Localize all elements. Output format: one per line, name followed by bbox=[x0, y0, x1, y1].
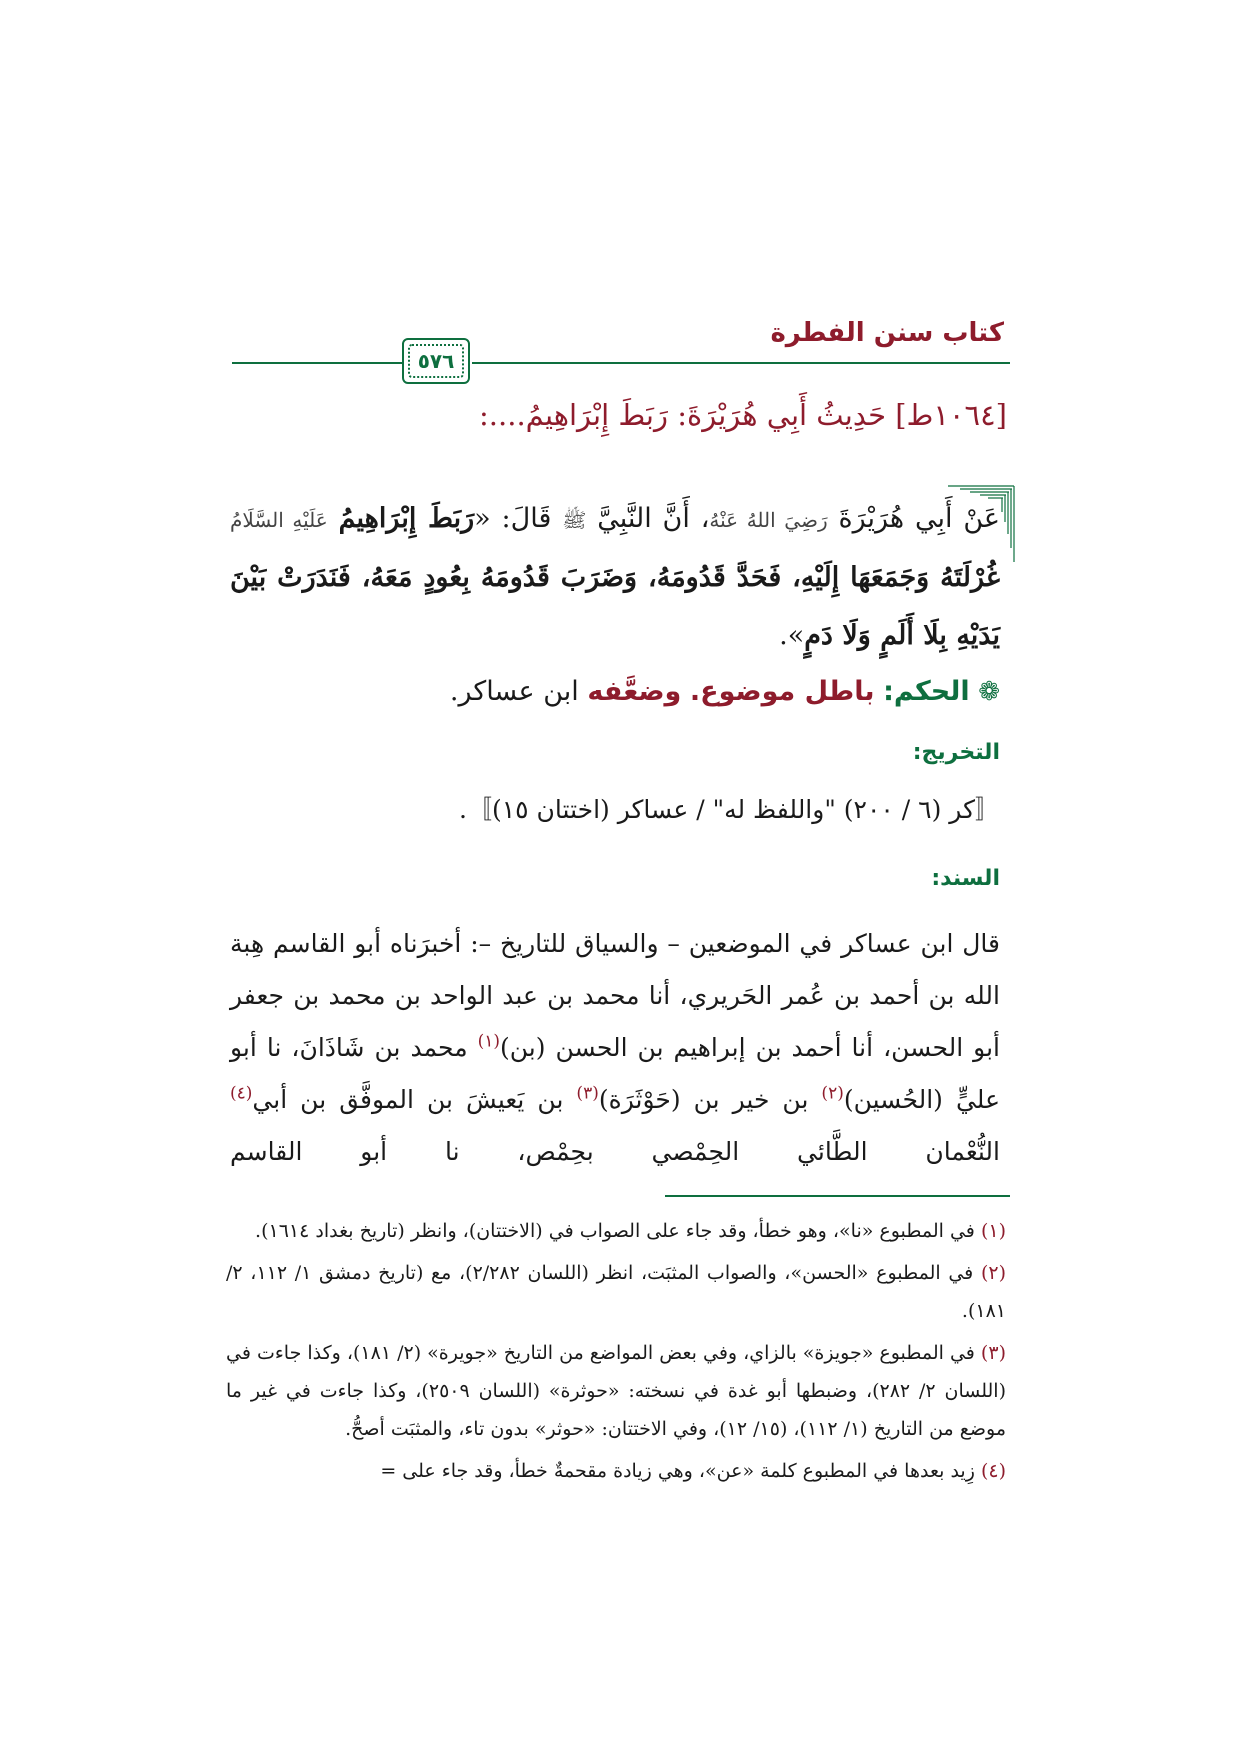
ruling-weakened-label: وضعَّفه bbox=[587, 676, 682, 707]
footnote-ref-3[interactable]: (٣) bbox=[576, 1083, 599, 1104]
footnote-ref-1[interactable]: (١) bbox=[477, 1031, 501, 1052]
takhrij-text: 〚كر (٦ / ٢٠٠) "واللفظ له" / عساكر (اختتان ١٥)〛. bbox=[459, 795, 1000, 824]
hadith-intro: عَنْ أَبِي هُرَيْرَةَ bbox=[838, 503, 1000, 534]
hadith-matn: غُرْلَتَهُ وَجَمَعَهَا إِلَيْهِ، فَحَدَّ قَدُومَهُ، وَضَرَبَ قَدُومَهُ بِعُودٍ مَعَهُ، فَنَدَرَتْ بَيْنَ يَدَيْهِ بِلَا أَلَمٍ وَلَا دَمٍ bbox=[230, 562, 1000, 651]
sanad-part-3: بن خير بن (حَوْثَرَة) bbox=[598, 1085, 822, 1114]
page-number-badge bbox=[402, 338, 470, 384]
footnote-ref-4[interactable]: (٤) bbox=[230, 1083, 253, 1104]
footnote-number: (٤) bbox=[980, 1460, 1006, 1482]
footnote-text: في المطبوع «الحسن»، والصواب المثبَت، انظر (اللسان ٢/٢٨٢)، مع (تاريخ دمشق ١/ ١١٢، ٢/ ١٨١). bbox=[226, 1262, 1006, 1322]
hadith-text bbox=[230, 490, 1000, 665]
hadith-heading: [١٠٦٤ط] حَدِيثُ أَبِي هُرَيْرَةَ: رَبَطَ إِبْرَاهِيمُ....: bbox=[479, 398, 1007, 432]
header-rule-right bbox=[472, 362, 1010, 364]
book-title: كتاب سنن الفطرة bbox=[770, 318, 1004, 348]
hadith-matn-start: رَبَطَ إِبْرَاهِيمُ bbox=[338, 503, 475, 534]
ruling-line bbox=[230, 676, 1000, 707]
ruling-label: الحكم: bbox=[883, 676, 970, 707]
footnote-text: زِيد بعدها في المطبوع كلمة «عن»، وهي زيادة مقحمةٌ خطأ، وقد جاء على = bbox=[380, 1460, 975, 1482]
footnote-number: (٣) bbox=[980, 1342, 1006, 1364]
footnotes bbox=[226, 1212, 1006, 1494]
footnote-1 bbox=[226, 1212, 1006, 1250]
honorific-salla: ﷺ bbox=[562, 508, 587, 532]
sanad-part-2: محمد بن شَاذَانَ، نا أبو عليٍّ (الحُسين) bbox=[230, 1033, 1000, 1114]
footnote-text: في المطبوع «جويزة» بالزاي، وفي بعض المواضع من التاريخ «جويرة» (٢/ ١٨١)، وكذا جاءت في (اللسان ٢/ ٢٨٢)، وضبطها أبو غدة في نسخته: «حوثرة» (اللسان ٢٥٠٩)، وكذا جاءت في غير ما موضع من التاريخ (١/ ١١٢)، (١٥/ ١٢)، وفي الاختتان: «حوثر» بدون تاء، والمثبَت أصحُّ. bbox=[226, 1342, 1006, 1440]
hadith-mid: ، أَنَّ النَّبِيَّ bbox=[597, 503, 710, 534]
sanad-paragraph bbox=[230, 918, 1000, 1178]
footnote-text: في المطبوع «نا»، وهو خطأ، وقد جاء على الصواب في (الاختتان)، وانظر (تاريخ بغداد ١٦١٤). bbox=[255, 1220, 975, 1242]
sanad-part-1: قال ابن عساكر في الموضعين – والسياق للتاريخ –: أخبرَناه أبو القاسم هِبة الله بن أحمد بن عُمر الحَريري، أنا محمد بن عبد الواحد بن محمد بن جعفر أبو الحسن، أنا أحمد بن إبراهيم بن الحسن (بن) bbox=[230, 929, 1000, 1062]
sanad-heading: السند: bbox=[931, 866, 1000, 891]
takhrij-heading: التخريج: bbox=[912, 740, 1000, 765]
footnote-separator bbox=[665, 1195, 1010, 1197]
ruling-weakened-by: ابن عساكر. bbox=[449, 676, 579, 707]
footnote-2 bbox=[226, 1254, 1006, 1330]
sanad-part-5: النُّعْمان الطَّائي الحِمْصي بحِمْص، نا أبو القاسم bbox=[230, 1137, 1000, 1166]
ruling-verdict: باطل موضوع. bbox=[689, 676, 875, 707]
footnote-3 bbox=[226, 1334, 1006, 1448]
footnote-ref-2[interactable]: (٢) bbox=[821, 1083, 844, 1104]
footnote-4 bbox=[226, 1452, 1006, 1490]
footnote-number: (١) bbox=[980, 1220, 1006, 1242]
page-number: ٥٧٦ bbox=[408, 344, 464, 378]
hadith-qala: قَالَ: « bbox=[474, 503, 552, 534]
honorific-alayhi: عَلَيْهِ السَّلَامُ bbox=[230, 508, 328, 532]
flower-bullet-icon: ❁ bbox=[978, 677, 1000, 707]
hadith-end: ». bbox=[779, 620, 805, 651]
sanad-part-4: بن يَعيشَ بن الموفَّق بن أبي bbox=[252, 1085, 577, 1114]
footnote-number: (٢) bbox=[980, 1262, 1006, 1284]
header-rule-left bbox=[232, 362, 402, 364]
honorific-radiyallahu: رَضِيَ اللهُ عَنْهُ bbox=[709, 508, 828, 532]
